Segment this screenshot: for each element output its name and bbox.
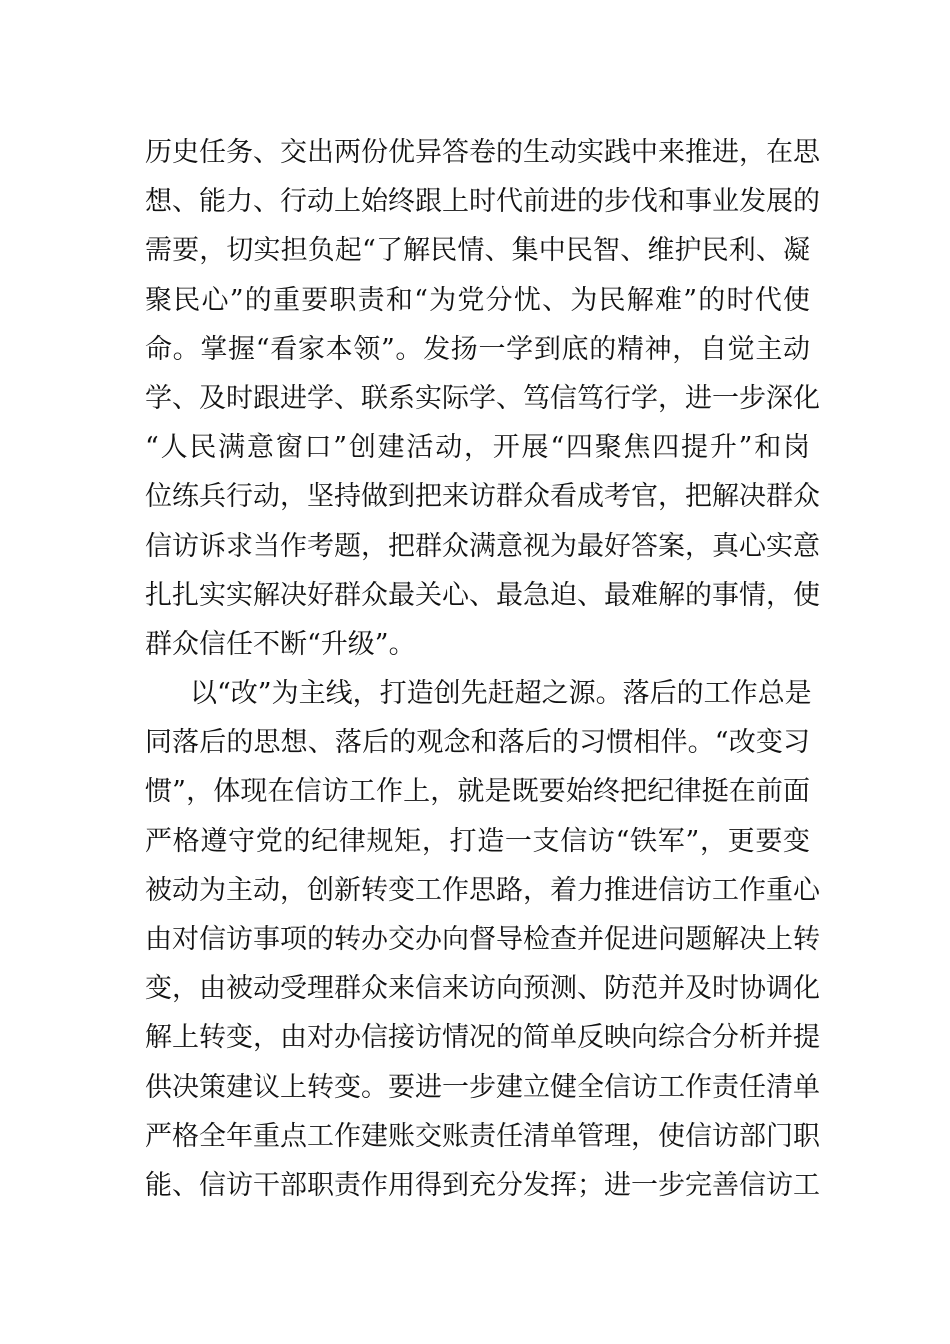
body-text <box>145 128 820 1210</box>
text-line-8: 位练兵行动，坚持做到把来访群众看成考官，把解决群众 <box>145 481 820 513</box>
text-line-11: 群众信任不断“升级”。 <box>145 628 416 660</box>
text-line-12: 以“改”为主线，打造创先赶超之源。落后的工作总是 <box>190 678 812 710</box>
text-line-3: 需要，切实担负起“了解民情、集中民智、维护民利、凝 <box>145 235 810 267</box>
text-line-18: 变，由被动受理群众来信来访向预测、防范并及时协调化 <box>145 973 820 1005</box>
text-line-21: 严格全年重点工作建账交账责任清单管理，使信访部门职 <box>145 1120 820 1152</box>
text-line-19: 解上转变，由对办信接访情况的简单反映向综合分析并提 <box>145 1022 820 1054</box>
text-line-7: “人民满意窗口”创建活动，开展“四聚焦四提升”和岗 <box>145 432 810 464</box>
text-line-13: 同落后的思想、落后的观念和落后的习惯相伴。“改变习 <box>145 727 810 759</box>
text-line-22: 能、信访干部职责作用得到充分发挥；进一步完善信访工 <box>145 1169 820 1201</box>
text-line-16: 被动为主动，创新转变工作思路，着力推进信访工作重心 <box>145 874 820 906</box>
text-line-14: 惯”，体现在信访工作上，就是既要始终把纪律挺在前面 <box>145 776 810 808</box>
text-line-17: 由对信访事项的转办交办向督导检查并促进问题解决上转 <box>145 924 820 955</box>
text-line-5: 命。掌握“看家本领”。发扬一学到底的精神，自觉主动 <box>145 333 810 365</box>
text-line-2: 想、能力、行动上始终跟上时代前进的步伐和事业发展的 <box>145 186 820 218</box>
text-line-15: 严格遵守党的纪律规矩，打造一支信访“铁军”，更要变 <box>145 825 810 857</box>
text-line-10: 扎扎实实解决好群众最关心、最急迫、最难解的事情，使 <box>145 579 820 611</box>
text-line-1: 历史任务、交出两份优异答卷的生动实践中来推进，在思 <box>145 137 820 168</box>
text-line-20: 供决策建议上转变。要进一步建立健全信访工作责任清单 <box>145 1071 820 1103</box>
text-line-4: 聚民心”的重要职责和“为党分忧、为民解难”的时代使 <box>145 284 810 316</box>
text-line-6: 学、及时跟进学、联系实际学、笃信笃行学，进一步深化 <box>145 382 820 414</box>
text-line-9: 信访诉求当作考题，把群众满意视为最好答案，真心实意 <box>145 530 820 562</box>
